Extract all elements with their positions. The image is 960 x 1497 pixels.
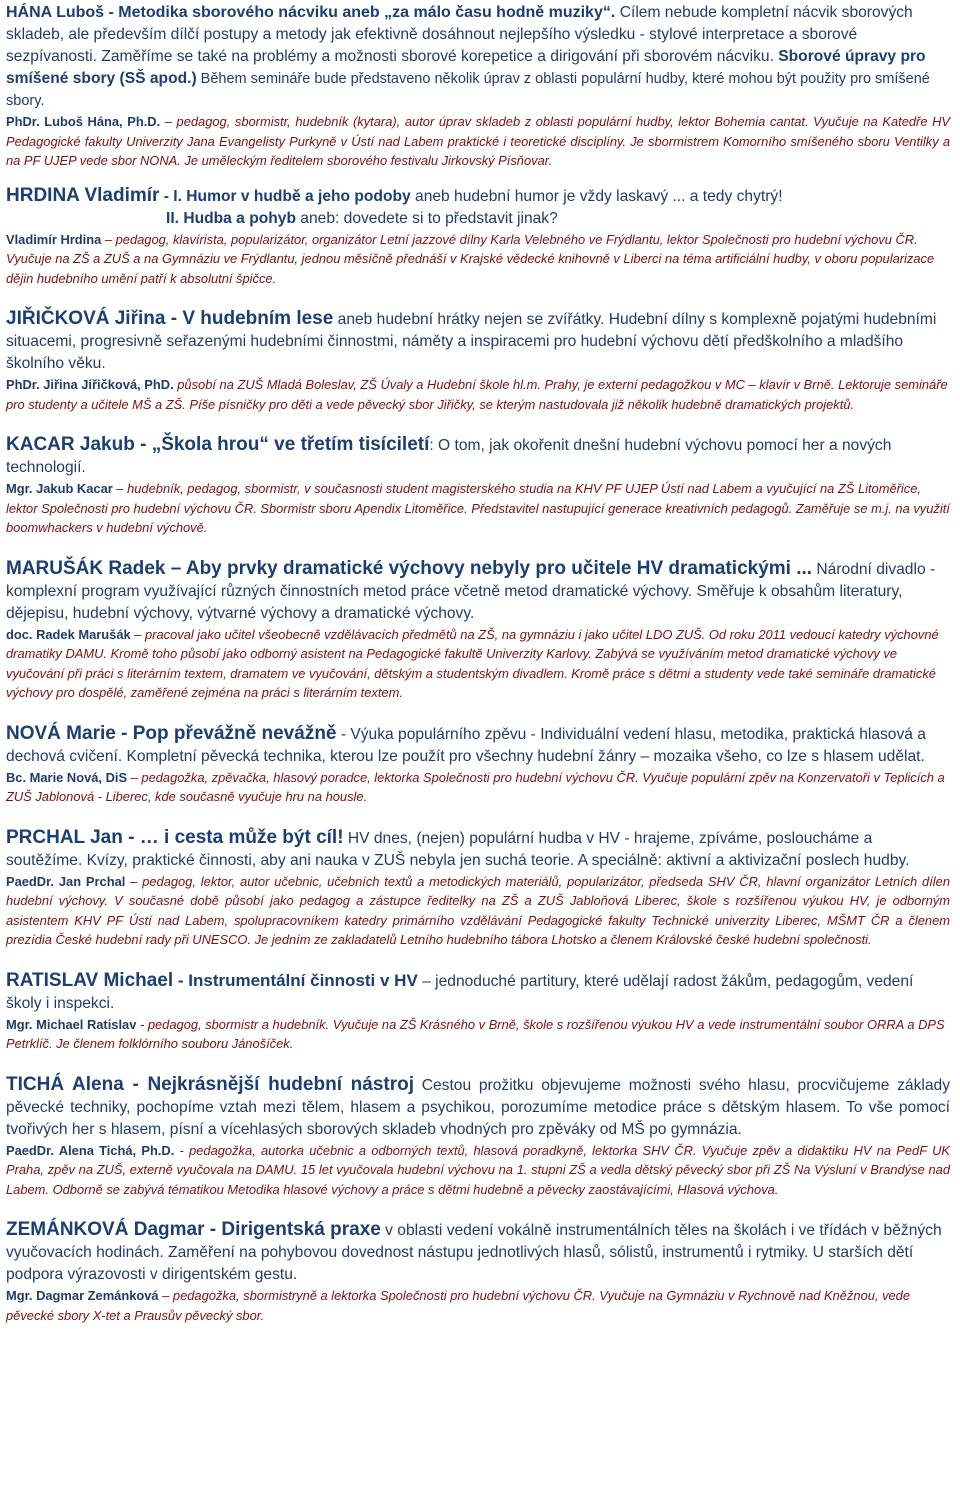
entry-name: MARUŠÁK Radek <box>6 557 166 579</box>
entry-text: Hudební dílny s komplexně pojatými hudebními situacemi, progresivně seřazenými hudebními činnostmi, náměty a inspiracemi pro hudební výchovu dětí předškolního a mladšího školního věku. <box>6 311 937 372</box>
entry-title: – Aby prvky dramatické výchovy nebyly pro učitele HV dramatickými ... <box>165 557 813 579</box>
bio-name: PhDr. Luboš Hána, Ph.D. <box>6 114 161 129</box>
entry-subtitle: aneb hudební humor je vždy laskavý ... a tedy chytrý! <box>410 187 783 205</box>
entry-heading-line <box>6 185 950 208</box>
entry-title: - Instrumentální činnosti v HV <box>173 970 418 990</box>
entry-name: NOVÁ Marie <box>6 722 116 744</box>
bio-text: – pedagog, sbormistr, hudebník (kytara), autor úprav skladeb z oblasti populární hudby, lektor Bohemia cantat. Vyučuje na Katedře HV Pedagogické fakulty Univerzity Jana Evangelisty Purkyně v Ústí nad Labem praktické i teoretické disciplíny. Je sbormistrem Komorního smíšeného sboru Ventilky a na PF UJEP vede sbor NONA. Je uměleckým ředitelem sborového festivalu Jirkovský Písňovar. <box>6 114 950 168</box>
bio-name: Bc. Marie Nová, DiS <box>6 769 128 785</box>
bio-text: - pedagog, sbormistr a hudebník. Vyučuje na ZŠ Krásného v Brně, škole s rozšířenou výukou HV a vede instrumentální soubor ORRA a DPS Petrklíč. Je členem folklórního souboru Jánošíček. <box>6 1016 945 1051</box>
entry-name: ZEMÁNKOVÁ Dagmar <box>6 1219 205 1240</box>
entry-hana <box>6 2 950 171</box>
entry-zemankova <box>6 1219 950 1325</box>
entry-bio <box>6 112 950 171</box>
entry-description <box>6 434 950 479</box>
entry-heading: HÁNA Luboš - Metodika sborového nácviku aneb „za málo času hodně muziky“. <box>6 4 620 21</box>
entry-marusak <box>6 558 950 703</box>
entry-bio <box>6 872 950 950</box>
entry-jirickova <box>6 308 950 414</box>
entry-description <box>6 2 950 112</box>
entry-number-2: II. <box>166 209 184 227</box>
bio-name: PhDr. Jiřina Jiřičková, PhD. <box>6 377 174 392</box>
entry-text: : O tom, jak okořenit dnešní hudební výchovu pomocí her a nových technologií. <box>6 437 892 476</box>
entry-prchal <box>6 827 950 950</box>
entry-hrdina <box>6 185 950 289</box>
entry-name: RATISLAV Michael <box>6 969 174 991</box>
entry-number: - I. <box>159 187 187 205</box>
entry-subtitle: aneb hudební hrátky nejen se zvířátky. <box>333 311 605 328</box>
entry-name: KACAR Jakub <box>6 434 135 455</box>
entry-kacar <box>6 434 950 538</box>
entry-text: v oblasti vedení vokálně instrumentálních těles na školách i ve třídách v běžných vyučovacích hodinách. Zaměření na pohybovou dovednost nástupu jednotlivých hlasů, sólistů, instrumentů i rytmiky. U starších dětí podpora výrazovosti v dirigentském gestu. <box>6 1222 942 1283</box>
entry-text: HV dnes, (nejen) populární hudba v HV - hrajeme, zpíváme, posloucháme a soutěžíme. Kvízy, praktické činnosti, aby ani nauka v ZUŠ nebyla jen suchá teorie. A speciálně: aktivní a aktivizační poslech hudby. <box>6 829 910 869</box>
entry-text: – jednoduché partitury, které udělají radost žákům, pedagogům, vedení školy i inspekci. <box>6 972 914 1012</box>
bio-text: – hudebník, pedagog, sbormistr, v současnosti student magisterského studia na KHV PF UJEP Ústí nad Labem a vyučující na ZŠ Litoměřice, lektor Společnosti pro hudební výchovu ČR. Sbormistr sboru Apendix Litoměřice. Představitel nastupující generace kreativních pedagogů. Zaměřuje se m.j. na využití boomwhackers v hudební výchově. <box>6 481 950 535</box>
bio-name: Mgr. Dagmar Zemánková <box>6 1288 159 1303</box>
entry-name: PRCHAL Jan <box>6 826 123 848</box>
entry-name: JIŘIČKOVÁ Jiřina <box>6 308 166 329</box>
entry-title: - … i cesta může být cíl! <box>122 826 344 848</box>
entry-description <box>6 827 950 872</box>
entry-text: Cestou prožitku objevujeme možnosti svého hlasu, procvičujeme základy pěvecké techniky, pochopíme vztah mezi tělem, hlasem a psychikou, porozumíme metodice práce s dětským hlasem. To vše pomocí tvořivých her s hlasem, písní a vícehlasých sborových skladeb vhodných pro zpěváky od MŠ po gymnázia. <box>6 1076 950 1138</box>
entry-text: Cílem nebude kompletní nácvik sborových skladeb, ale především dílčí postupy a metody jak efektivně dosáhnout nejlepšího výsledku - stylové interpretace a sborové sezpívanosti. Zaměříme se také na problémy a možnosti sborové korepetice a dirigování při sborovém nácviku. <box>6 4 913 65</box>
entry-title: - „Škola hrou“ ve třetím tisíciletí <box>134 434 430 455</box>
entry-text-2: Během semináře bude představeno několik úprav z oblasti populární hudby, které mohou být použity pro smíšené sbory. <box>6 71 930 109</box>
entry-title: - Pop převážně nevážně <box>115 722 337 744</box>
bio-name: PaedDr. Alena Tichá, Ph.D. <box>6 1142 175 1158</box>
entry-title: - Nejkrásnější hudební nástroj <box>123 1073 414 1095</box>
entry-title: - V hudebním lese <box>165 308 334 329</box>
entry-bio <box>6 1141 950 1200</box>
entry-description <box>6 1074 950 1141</box>
entry-nova <box>6 723 950 807</box>
bio-text: – pedagožka, zpěvačka, hlasový poradce, lektorka Společnosti pro hudební výchovu ČR. Vyučuje populární zpěv na Konzervatoři v Teplicích a ZUŠ Jablonová - Liberec, kde současně vyučuje hru na housle. <box>6 769 945 804</box>
bio-name: Mgr. Michael Ratislav <box>6 1016 137 1032</box>
entry-subtitle: Sborové úpravy pro smíšené sbory (SŠ apod.) <box>6 48 926 87</box>
entry-title-2: Hudba a pohyb <box>183 209 296 227</box>
entry-name: TICHÁ Alena <box>6 1073 124 1095</box>
entry-bio <box>6 479 950 538</box>
bio-text: - pedagožka, autorka učebnic a odborných textů, hlasová poradkyně, lektorka SHV ČR. Vyučuje zpěv a didaktiku HV na PedF UK Praha, zpěv na ZUŠ, externě vyučovala na DAMU. 15 let vyučovala hudební výchovu na 1. stupni ZŠ a vedla dětský pěvecký sbor při ZŠ Na Výsluní v Brandýse nad Labem. Odborně se zabývá tématikou Metodika hlasové výchovy a práce s dětmi hudebně a pěvecky zaostávajícími, Hlasová výchova. <box>6 1142 950 1197</box>
entry-ratislav <box>6 970 950 1054</box>
bio-name: Vladimír Hrdina <box>6 231 102 247</box>
bio-name: doc. Radek Marušák <box>6 626 131 642</box>
entry-heading-line-2 <box>6 208 950 230</box>
bio-text: – pedagožka, sbormistryně a lektorka Společnosti pro hudební výchovu ČR. Vyučuje na Gymnáziu v Rychnově nad Kněžnou, vede pěvecké sbory X-tet a Prausův pěvecký sbor. <box>6 1288 911 1323</box>
entry-name: HRDINA Vladimír <box>6 184 160 206</box>
entry-bio <box>6 230 950 289</box>
entry-bio <box>6 1015 950 1054</box>
entry-description <box>6 558 950 625</box>
entry-description <box>6 308 950 375</box>
entry-title: Humor v hudbě a jeho podoby <box>186 187 411 205</box>
entry-description <box>6 970 950 1015</box>
bio-name: PaedDr. Jan Prchal <box>6 873 126 889</box>
entry-text: Národní divadlo - komplexní program využívající různých činnostních metod práce včetně metod dramatické výchovy. Směřuje k obsahům literatury, dějepisu, hudební výchovy, výtvarné výchovy a dramatické výchovy. <box>6 560 936 622</box>
entry-subtitle-2: aneb: dovedete si to představit jinak? <box>295 209 558 227</box>
bio-text: – pedagog, lektor, autor učebnic, učebních textů a metodických materiálů, popularizátor, předseda SHV ČR, hlavní organizátor Letních dílen hudební výchovy. V současné době působí jako pedagog a zástupce ředitelky na ZŠ a ZUŠ Jabloňová Liberec, škole s rozšířenou výukou HV, je odborným asistentem KHV PF Ústí nad Labem, spolupracovníkem katedry primárního vzdělávání Pedagogické fakulty Technické univerzity Liberec, MŠMT ČR a členem prezídia České hudební rady při UNESCO. Je jedním ze zakladatelů Letního hudebního tábora Lhotsko a členem Královské české hudební společnosti. <box>6 873 950 947</box>
entry-description <box>6 1219 950 1286</box>
entry-description <box>6 723 950 768</box>
bio-name: Mgr. Jakub Kacar <box>6 481 113 496</box>
entry-text: - Výuka populárního zpěvu - Individuální vedení hlasu, metodika, praktická hlasová a dechová cvičení. Kompletní pěvecká technika, kterou lze použít pro všechny hudební žánry – mozaika všeho, co lze s hlasem udělat. <box>6 725 926 765</box>
entry-bio <box>6 768 950 807</box>
entry-title: - Dirigentská praxe <box>204 1219 381 1240</box>
entry-bio <box>6 1286 950 1325</box>
entry-bio <box>6 375 950 414</box>
bio-text: působí na ZUŠ Mladá Boleslav, ZŠ Úvaly a Hudební škole hl.m. Prahy, je externí pedagožkou v MC – klavír v Brně. Lektoruje semináře pro studenty a učitele MŠ a ZŠ. Píše písničky pro děti a vede pěvecký sbor Jiřičky, se kterým nastudovala již několik hudebně dramatických projektů. <box>6 377 948 412</box>
entry-bio <box>6 625 950 703</box>
bio-text: – pedagog, klavírista, popularizátor, organizátor Letní jazzové dílny Karla Velebného ve Frýdlantu, lektor Společnosti pro hudební výchovu ČR. Vyučuje na ZŠ a ZUŠ a na Gymnáziu ve Frýdlantu, jednou měsíčně přednáší v Krajské vědecké knihovně v Liberci na téma artificiální hudby, v oboru popularizace dějin hudebního umění patří k absolutní špičce. <box>6 231 935 286</box>
entry-ticha <box>6 1074 950 1200</box>
bio-text: – pracoval jako učitel všeobecně vzdělávacích předmětů na ZŠ, na gymnáziu i jako učitel LDO ZUŠ. Od roku 2011 vedoucí katedry výchovné dramatiky DAMU. Kromě toho působí jako odborný asistent na Pedagogické fakultě Univerzity Karlovy. Zabývá se využíváním metod dramatické výchovy ve vyučování při práci s literárním textem, dramatem ve vyučování, dětským a studentským divadlem. Kromě práce s dětmi a studenty vede také semináře dramatické výchovy pro dospělé, zaměřené zejména na práci s literárním textem. <box>6 626 939 700</box>
